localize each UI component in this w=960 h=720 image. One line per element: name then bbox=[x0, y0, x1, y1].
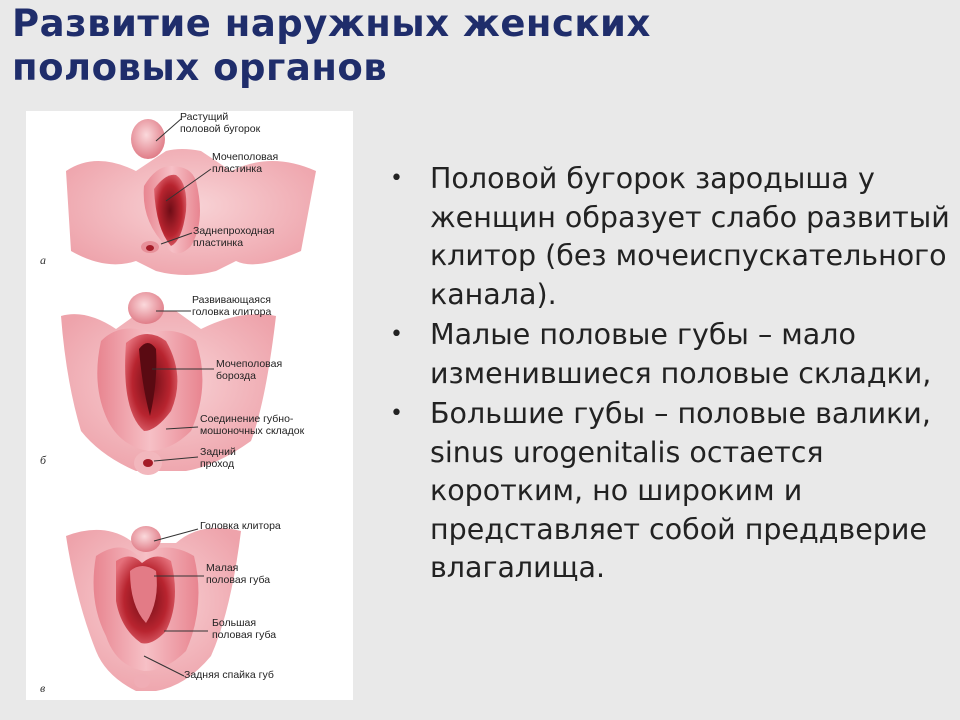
bullet-item-labia-majora bbox=[390, 395, 950, 588]
label-labia-minora: Малая половая губа bbox=[206, 562, 271, 586]
label-urogenital-plate: Мочеполовая пластинка bbox=[212, 151, 279, 175]
bullet-text: Половой бугорок зародыша у женщин образует слабо развитый клитор (без мочеиспускательного канала). bbox=[430, 162, 950, 311]
label-anus: Задний проход bbox=[200, 446, 236, 470]
bullet-symbol: • bbox=[390, 401, 403, 426]
panel-b-drawing bbox=[61, 292, 276, 475]
illustration-drawing bbox=[26, 111, 353, 700]
label-urogenital-groove: Мочеполовая борозда bbox=[216, 358, 283, 382]
panel-c-drawing bbox=[66, 526, 241, 691]
label-clitoris-glans: Головка клитора bbox=[200, 520, 281, 532]
label-labioscrotal-fold-junction: Соединение губно- мошоночных складок bbox=[200, 413, 305, 437]
bullet-item-labia-minora bbox=[390, 316, 950, 393]
label-developing-clitoris-glans: Развивающаяся головка клитора bbox=[192, 294, 272, 318]
label-growing-genital-tubercle: Растущий половой бугорок bbox=[180, 111, 261, 135]
bullet-text: Малые половые губы – мало изменившиеся половые складки, bbox=[430, 318, 932, 390]
bullet-item-clitoris bbox=[390, 160, 950, 314]
panel-letter-a: а bbox=[40, 253, 46, 267]
panel-letter-c: в bbox=[40, 681, 46, 695]
label-anal-plate: Заднепроходная пластинка bbox=[193, 225, 275, 249]
bullet-symbol: • bbox=[390, 322, 403, 347]
label-labia-majora: Большая половая губа bbox=[212, 617, 277, 641]
bullet-text: Большие губы – половые валики, sinus urogenitalis остается коротким, но широким и представляет собой преддверие влагалища. bbox=[430, 397, 931, 584]
panel-letter-b: б bbox=[40, 453, 47, 467]
bullet-list bbox=[390, 160, 950, 590]
slide-title-line-2: половых органов bbox=[12, 46, 388, 89]
label-posterior-commissure: Задняя спайка губ bbox=[184, 669, 274, 681]
bullet-symbol: • bbox=[390, 166, 403, 191]
development-illustration bbox=[26, 111, 353, 700]
slide-title bbox=[12, 2, 832, 90]
panel-a-drawing bbox=[66, 119, 316, 275]
slide-title-line-1: Развитие наружных женских bbox=[12, 2, 651, 45]
